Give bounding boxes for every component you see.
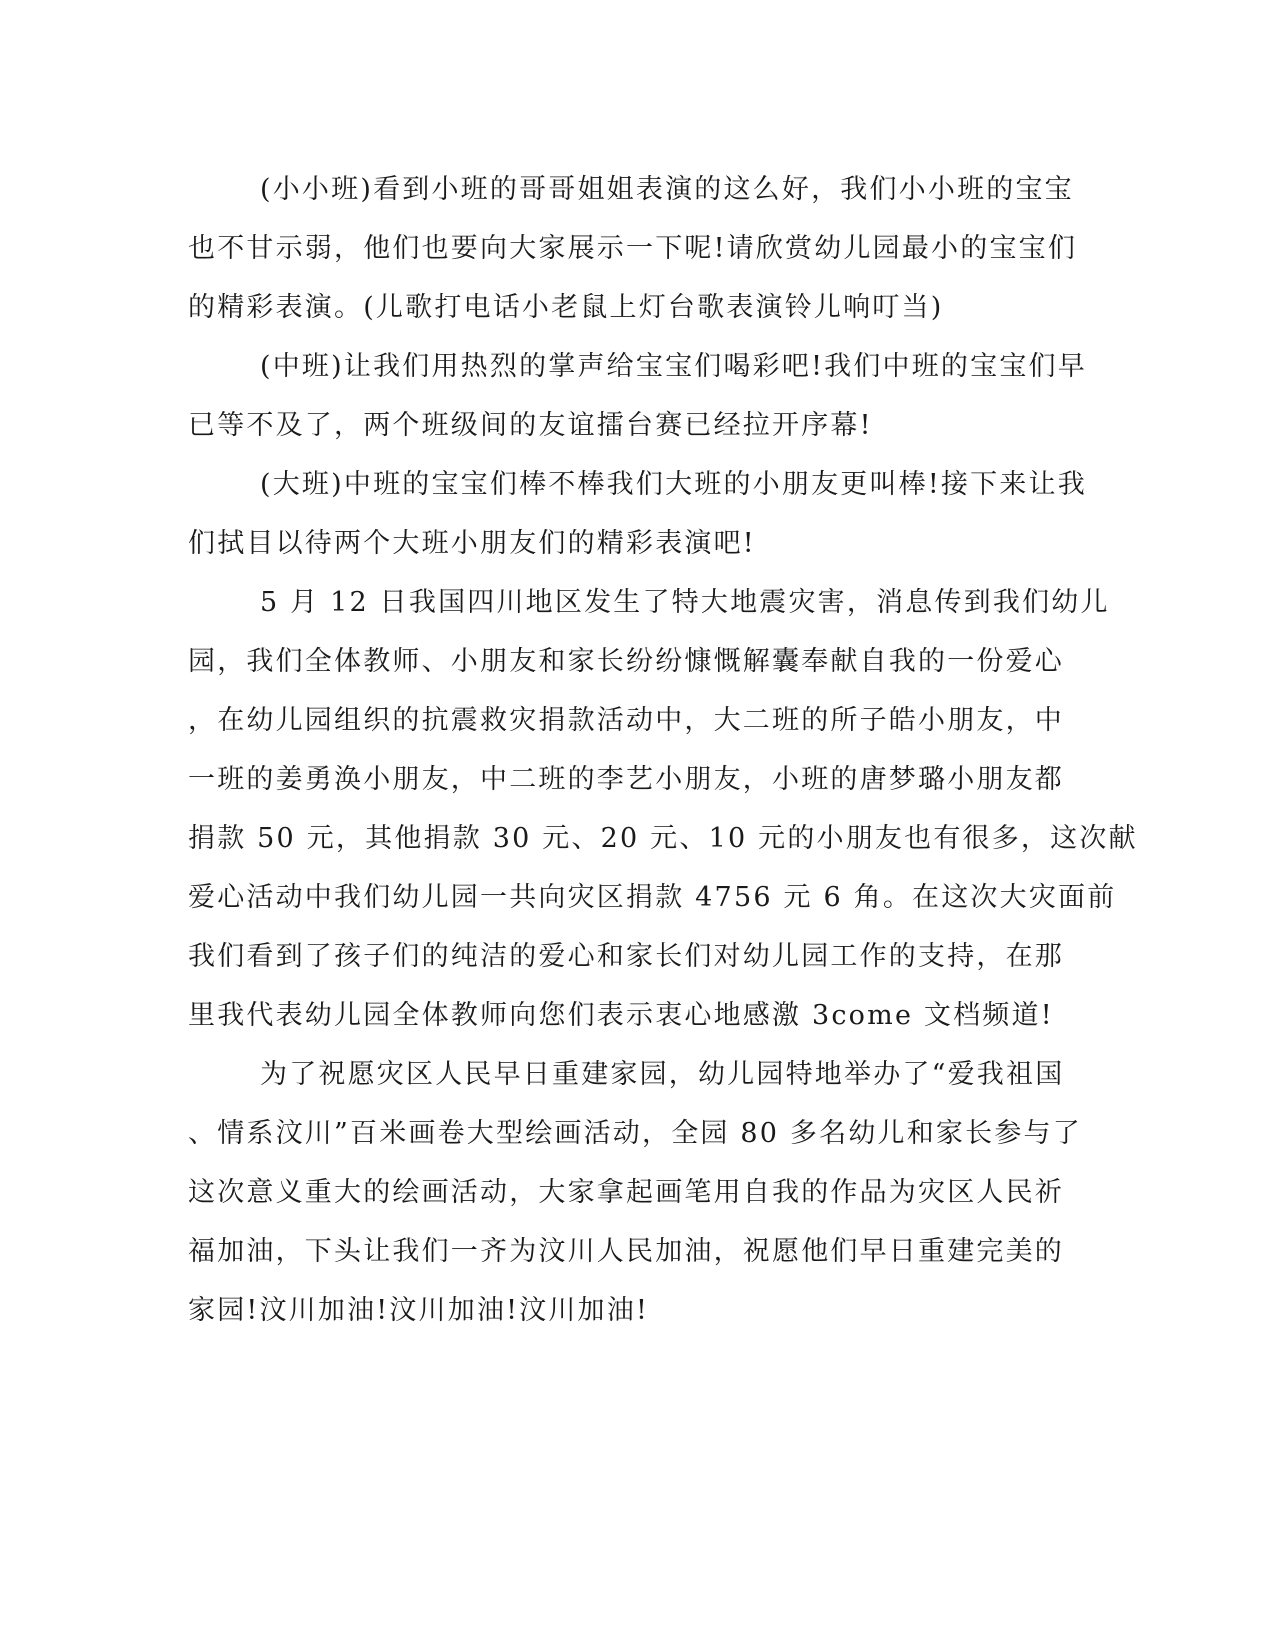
text-line: 园，我们全体教师、小朋友和家长纷纷慷慨解囊奉献自我的一份爱心 [188, 646, 1064, 677]
text-line: 我们看到了孩子们的纯洁的爱心和家长们对幼儿园工作的支持，在那 [188, 941, 1064, 972]
text-line: 5 月 12 日我国四川地区发生了特大地震灾害，消息传到我们幼儿 [260, 587, 1110, 618]
text-line: 里我代表幼儿园全体教师向您们表示衷心地感激 3come 文档频道! [188, 1000, 1054, 1031]
text-line: 福加油，下头让我们一齐为汶川人民加油，祝愿他们早日重建完美的 [188, 1236, 1064, 1267]
text-line: (中班)让我们用热烈的掌声给宝宝们喝彩吧!我们中班的宝宝们早 [260, 351, 1087, 382]
text-line: 为了祝愿灾区人民早日重建家园，幼儿园特地举办了“爱我祖国 [260, 1059, 1065, 1090]
text-line: (小小班)看到小班的哥哥姐姐表演的这么好，我们小小班的宝宝 [260, 174, 1074, 205]
text-line: 捐款 50 元，其他捐款 30 元、20 元、10 元的小朋友也有很多，这次献 [188, 823, 1138, 854]
text-line: 爱心活动中我们幼儿园一共向灾区捐款 4756 元 6 角。在这次大灾面前 [188, 882, 1117, 913]
paragraph [188, 337, 1087, 455]
text-line: (大班)中班的宝宝们棒不棒我们大班的小朋友更叫棒!接下来让我 [260, 469, 1087, 500]
text-line: 也不甘示弱，他们也要向大家展示一下呢!请欣赏幼儿园最小的宝宝们 [188, 233, 1078, 264]
paragraph [188, 1045, 1082, 1340]
text-line: 一班的姜勇涣小朋友，中二班的李艺小朋友，小班的唐梦璐小朋友都 [188, 764, 1064, 795]
text-line: 家园!汶川加油!汶川加油!汶川加油! [188, 1295, 649, 1326]
paragraph [188, 573, 1138, 1045]
text-line: 已等不及了，两个班级间的友谊擂台赛已经拉开序幕! [188, 410, 873, 441]
paragraph [188, 160, 1078, 337]
text-line: 们拭目以待两个大班小朋友们的精彩表演吧! [188, 528, 756, 559]
text-line: 、情系汶川”百米画卷大型绘画活动，全园 80 多名幼儿和家长参与了 [188, 1118, 1082, 1149]
paragraph [188, 455, 1087, 573]
text-line: 的精彩表演。(儿歌打电话小老鼠上灯台歌表演铃儿响叮当) [188, 292, 944, 323]
text-line: 这次意义重大的绘画活动，大家拿起画笔用自我的作品为灾区人民祈 [188, 1177, 1064, 1208]
document-body [188, 160, 1138, 1340]
text-line: ，在幼儿园组织的抗震救灾捐款活动中，大二班的所子皓小朋友，中 [188, 705, 1064, 736]
